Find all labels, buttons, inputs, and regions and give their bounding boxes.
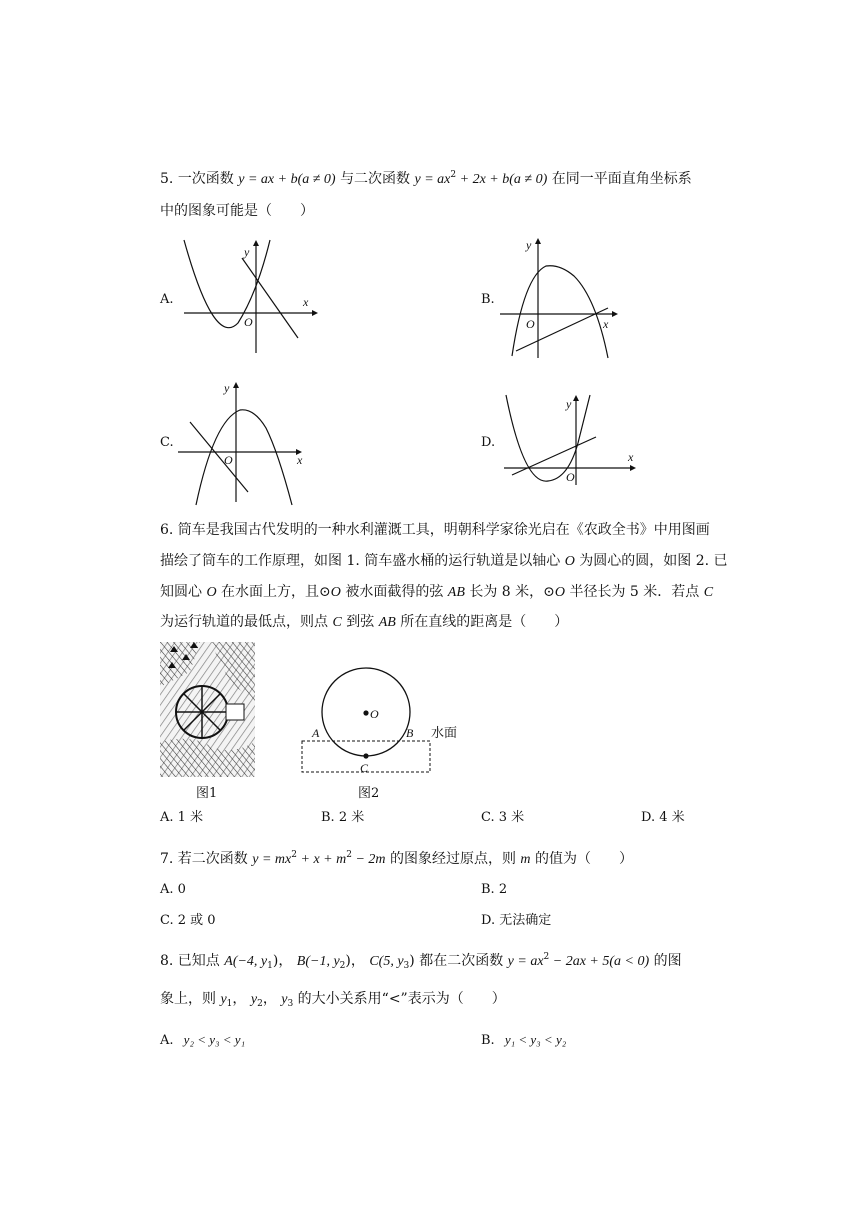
q8-point-a: A(−4, y bbox=[224, 954, 268, 969]
q8-y2: y bbox=[250, 992, 258, 1007]
q8-point-b-sub: 2 bbox=[339, 961, 346, 971]
q6-line3-text-b: 在水面上方，且⊙ bbox=[221, 584, 331, 600]
q5-a-x-label: x bbox=[303, 295, 309, 309]
q5-graph-b bbox=[500, 236, 630, 366]
q6-line3-text-a: 知圆心 bbox=[160, 584, 202, 600]
q8-point-c: C(5, y bbox=[369, 954, 404, 969]
q5-line2: 中的图象可能是（ ） bbox=[160, 203, 314, 219]
q7-text-a: 7. 若二次函数 bbox=[160, 851, 248, 867]
q6-option-b: B. 2 米 bbox=[321, 810, 365, 825]
figure-2-diagram bbox=[298, 640, 468, 780]
q6-line2-text-a: 描绘了筒车的工作原理，如图 1. 筒车盛水桶的运行轨道是以轴心 bbox=[160, 553, 561, 569]
fig2-label-b: B bbox=[406, 726, 414, 740]
q8-point-a-end: )， bbox=[272, 953, 293, 969]
q5-c-x-label: x bbox=[297, 453, 303, 467]
q8-text-c: 的图 bbox=[653, 953, 682, 969]
q5-option-a-label: A. bbox=[160, 292, 174, 307]
q8-line2-text-a: 象上，则 bbox=[160, 991, 216, 1007]
fig2-label-c: C bbox=[360, 761, 369, 775]
q8-point-c-sub: 3 bbox=[403, 961, 410, 971]
q8-option-b-eq: y₁ < y₃ < y₂ bbox=[504, 1032, 567, 1047]
fig2-label-o: O bbox=[370, 707, 379, 721]
figure-1-caption: 图1 bbox=[196, 786, 218, 801]
q5-d-origin: O bbox=[566, 470, 575, 484]
q8-y1: y bbox=[220, 992, 227, 1007]
q8-option-a bbox=[160, 1032, 245, 1049]
q6-line4-text-b: 到弦 bbox=[346, 614, 375, 630]
q6-option-a: A. 1 米 bbox=[160, 810, 204, 825]
q8-option-a-eq: y₂ < y₃ < y₁ bbox=[183, 1032, 246, 1047]
q8-line1 bbox=[160, 948, 682, 975]
q7-eq-a: y = mx bbox=[252, 852, 292, 867]
q5-d-x-label: x bbox=[628, 450, 634, 464]
q6-line3-text-e: 半径长为 5 米．若点 bbox=[569, 584, 700, 600]
q5-eq2b: + 2x + b(a ≠ 0) bbox=[456, 172, 548, 187]
q5-eq2a: y = ax bbox=[414, 172, 451, 187]
q8-eq-sup: 2 bbox=[543, 952, 550, 962]
q8-option-a-label: A. bbox=[160, 1033, 174, 1048]
q5-a-y-label: y bbox=[244, 245, 250, 259]
q6-line3-o2: O bbox=[330, 585, 341, 600]
q6-line3-text-d: 长为 8 米，⊙ bbox=[469, 584, 555, 600]
q6-line4-c: C bbox=[332, 615, 342, 630]
q7-option-a: A. 0 bbox=[160, 882, 186, 897]
figure-2-caption: 图2 bbox=[358, 786, 380, 801]
q7-option-c: C. 2 或 0 bbox=[160, 913, 216, 928]
q5-line1 bbox=[160, 166, 692, 189]
q5-graph-d bbox=[502, 393, 642, 493]
q5-text3: 在同一平面直角坐标系 bbox=[551, 171, 692, 187]
point-c bbox=[363, 753, 368, 758]
q8-option-b-label: B. bbox=[481, 1033, 495, 1048]
q8-point-b: B(−1, y bbox=[296, 954, 340, 969]
q8-y3: y bbox=[281, 992, 288, 1007]
q8-y1-sub: 1 bbox=[226, 999, 233, 1009]
q5-b-y-label: y bbox=[526, 238, 532, 252]
q5-c-y-label: y bbox=[224, 381, 230, 395]
q8-option-b bbox=[481, 1032, 566, 1049]
q5-option-c-label: C. bbox=[160, 435, 174, 450]
q6-line4-text-d: 所在直线的距离是（ ） bbox=[400, 614, 569, 630]
q5-number: 5. bbox=[160, 171, 174, 187]
q7-option-b: B. 2 bbox=[481, 882, 508, 897]
q6-line3-o3: O bbox=[554, 585, 566, 600]
figure-1-illustration bbox=[160, 642, 255, 777]
q7-eq-b: + x + m bbox=[297, 852, 347, 867]
q6-line2 bbox=[160, 552, 728, 571]
q8-point-b-end: )， bbox=[345, 953, 365, 969]
q5-d-y-label: y bbox=[566, 397, 572, 411]
q7-eq-sup1: 2 bbox=[291, 850, 297, 860]
q5-b-x-label: x bbox=[603, 317, 609, 331]
q6-option-d: D. 4 米 bbox=[641, 810, 685, 825]
q6-line3-text-c: 被水面截得的弦 bbox=[345, 584, 444, 600]
q6-option-c: C. 3 米 bbox=[481, 810, 525, 825]
q8-y2-sub: 2 bbox=[257, 999, 263, 1009]
q8-eq-b: − 2ax + 5(a < 0) bbox=[549, 954, 650, 969]
center-o-point bbox=[363, 710, 368, 715]
q6-line4 bbox=[160, 613, 568, 632]
q6-line2-o: O bbox=[564, 554, 575, 569]
q5-c-origin: O bbox=[224, 453, 233, 467]
q6-line3-c: C bbox=[703, 585, 714, 600]
q6-line2-text-b: 为圆心的圆，如图 2. 已 bbox=[579, 553, 728, 569]
q5-graph-a bbox=[182, 238, 322, 358]
q6-line4-ab: AB bbox=[378, 615, 396, 630]
q7-stem bbox=[160, 846, 633, 869]
q8-eq-a: y = ax bbox=[507, 954, 544, 969]
fig2-label-a: A bbox=[312, 726, 320, 740]
q6-line1: 6. 筒车是我国古代发明的一种水利灌溉工具，明朝科学家徐光启在《农政全书》中用图画 bbox=[160, 522, 710, 538]
q8-text-b: 都在二次函数 bbox=[419, 953, 504, 969]
q5-text2: 与二次函数 bbox=[340, 171, 411, 187]
q8-line2: 象上，则 $y_1$， $y_2$， $y_3$ 的大小关系用“<”表示为（ ） bbox=[160, 991, 506, 1009]
q6-line3-ab: AB bbox=[447, 585, 465, 600]
fig2-label-water: 水面 bbox=[431, 726, 458, 741]
q8-point-a-sub: 1 bbox=[267, 961, 273, 971]
q8-line2-text-b: 的大小关系用“<”表示为（ ） bbox=[297, 991, 506, 1007]
q6-line3 bbox=[160, 583, 713, 602]
q7-eq-sup2: 2 bbox=[346, 850, 352, 860]
q5-b-origin: O bbox=[526, 317, 535, 331]
q5-graph-c bbox=[178, 380, 308, 510]
q7-text-b: 的图象经过原点，则 bbox=[389, 851, 516, 867]
q8-point-c-end: ) bbox=[409, 953, 415, 969]
q6-line3-o: O bbox=[206, 585, 217, 600]
q7-text-c: 的值为（ ） bbox=[535, 851, 633, 867]
q8-y3-sub: 3 bbox=[287, 999, 294, 1009]
q8-text-a: 8. 已知点 bbox=[160, 953, 220, 969]
q6-line4-text-a: 为运行轨道的最低点，则点 bbox=[160, 614, 328, 630]
q5-a-origin: O bbox=[244, 315, 253, 329]
q5-option-b-label: B. bbox=[481, 292, 495, 307]
q7-option-d: D. 无法确定 bbox=[481, 913, 552, 928]
q7-eq-c: − 2m bbox=[351, 852, 386, 867]
q5-option-d-label: D. bbox=[481, 435, 496, 450]
q5-eq2-sup: 2 bbox=[450, 170, 457, 180]
q5-eq1: y = ax + b(a ≠ 0) bbox=[238, 172, 336, 187]
q5-text1: 一次函数 bbox=[177, 171, 234, 187]
q7-m: m bbox=[520, 852, 531, 867]
